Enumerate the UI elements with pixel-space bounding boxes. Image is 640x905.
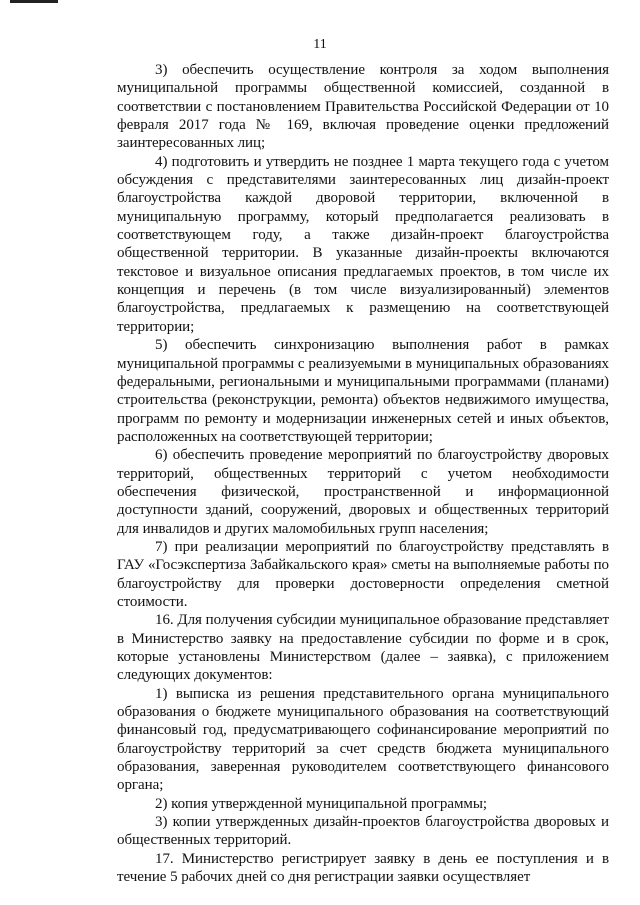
scan-edge-mark [10,0,58,3]
paragraph-item-7-estimates: 7) при реализации мероприятий по благоустройству представлять в ГАУ «Госэкспертиза Забайкальского края» сметы на выполняемые работы по благоустройству для проверки достоверности определения сметной стоимости. [117,538,609,610]
document-body [117,61,609,886]
paragraph-item-6-accessibility: 6) обеспечить проведение мероприятий по благоустройству дворовых территорий, общественных территорий с учетом необходимости обеспечения физической, пространственной и информационной доступности зданий, сооружений, дворовых и общественных территорий для инвалидов и других маломобильных групп населения; [117,447,609,537]
paragraph-clause-16: 16. Для получения субсидии муниципальное образование представляет в Министерство заявку на предоставление субсидии по форме и в срок, которые установлены Министерством (далее – заявка), с приложением следующих документов: [117,612,609,684]
paragraph-item-5-synchronization: 5) обеспечить синхронизацию выполнения работ в рамках муниципальной программы с реализуемыми в муниципальных образованиях федеральными, региональными и муниципальными программами (планами) строительства (реконструкции, ремонта) объектов недвижимого имущества, программ по ремонту и модернизации инженерных сетей и иных объектов, расположенных на соответствующей территории; [117,337,609,445]
paragraph-doc-2-program-copy: 2) копия утвержденной муниципальной программы; [155,795,487,812]
paragraph-item-4-design-projects: 4) подготовить и утвердить не позднее 1 марта текущего года с учетом обсуждения с представителями заинтересованных лиц дизайн-проект благоустройства каждой дворовой территории, включенной в муниципальную программу, который предполагается реализовать в соответствующем году, а также дизайн-проект благоустройства общественной территории. В указанные дизайн-проекты включаются текстовое и визуальное описания предлагаемых проектов, в том числе их концепция и перечень (в том числе визуализированный) элементов благоустройства, предлагаемых к размещению на соответствующей территории; [117,153,609,335]
paragraph-item-3-control: 3) обеспечить осуществление контроля за ходом выполнения муниципальной программы общественной комиссией, созданной в соответствии с постановлением Правительства Российской Федерации от 10 февраля 2017 года № 169, включая проведение оценки предложений заинтересованных лиц; [117,62,609,152]
paragraph-clause-17: 17. Министерство регистрирует заявку в день ее поступления и в течение 5 рабочих дней со дня регистрации заявки осуществляет [117,850,609,886]
paragraph-doc-1-budget-extract: 1) выписка из решения представительного органа муниципального образования о бюджете муниципального образования на соответствующий финансовый год, предусматривающего софинансирование мероприятий по благоустройству территорий за счет средств бюджета муниципального образования, заверенная руководителем соответствующего финансового органа; [117,685,609,794]
paragraph-doc-3-design-copies: 3) копии утвержденных дизайн-проектов благоустройства дворовых и общественных территорий. [117,814,609,849]
page-number: 11 [313,37,327,52]
